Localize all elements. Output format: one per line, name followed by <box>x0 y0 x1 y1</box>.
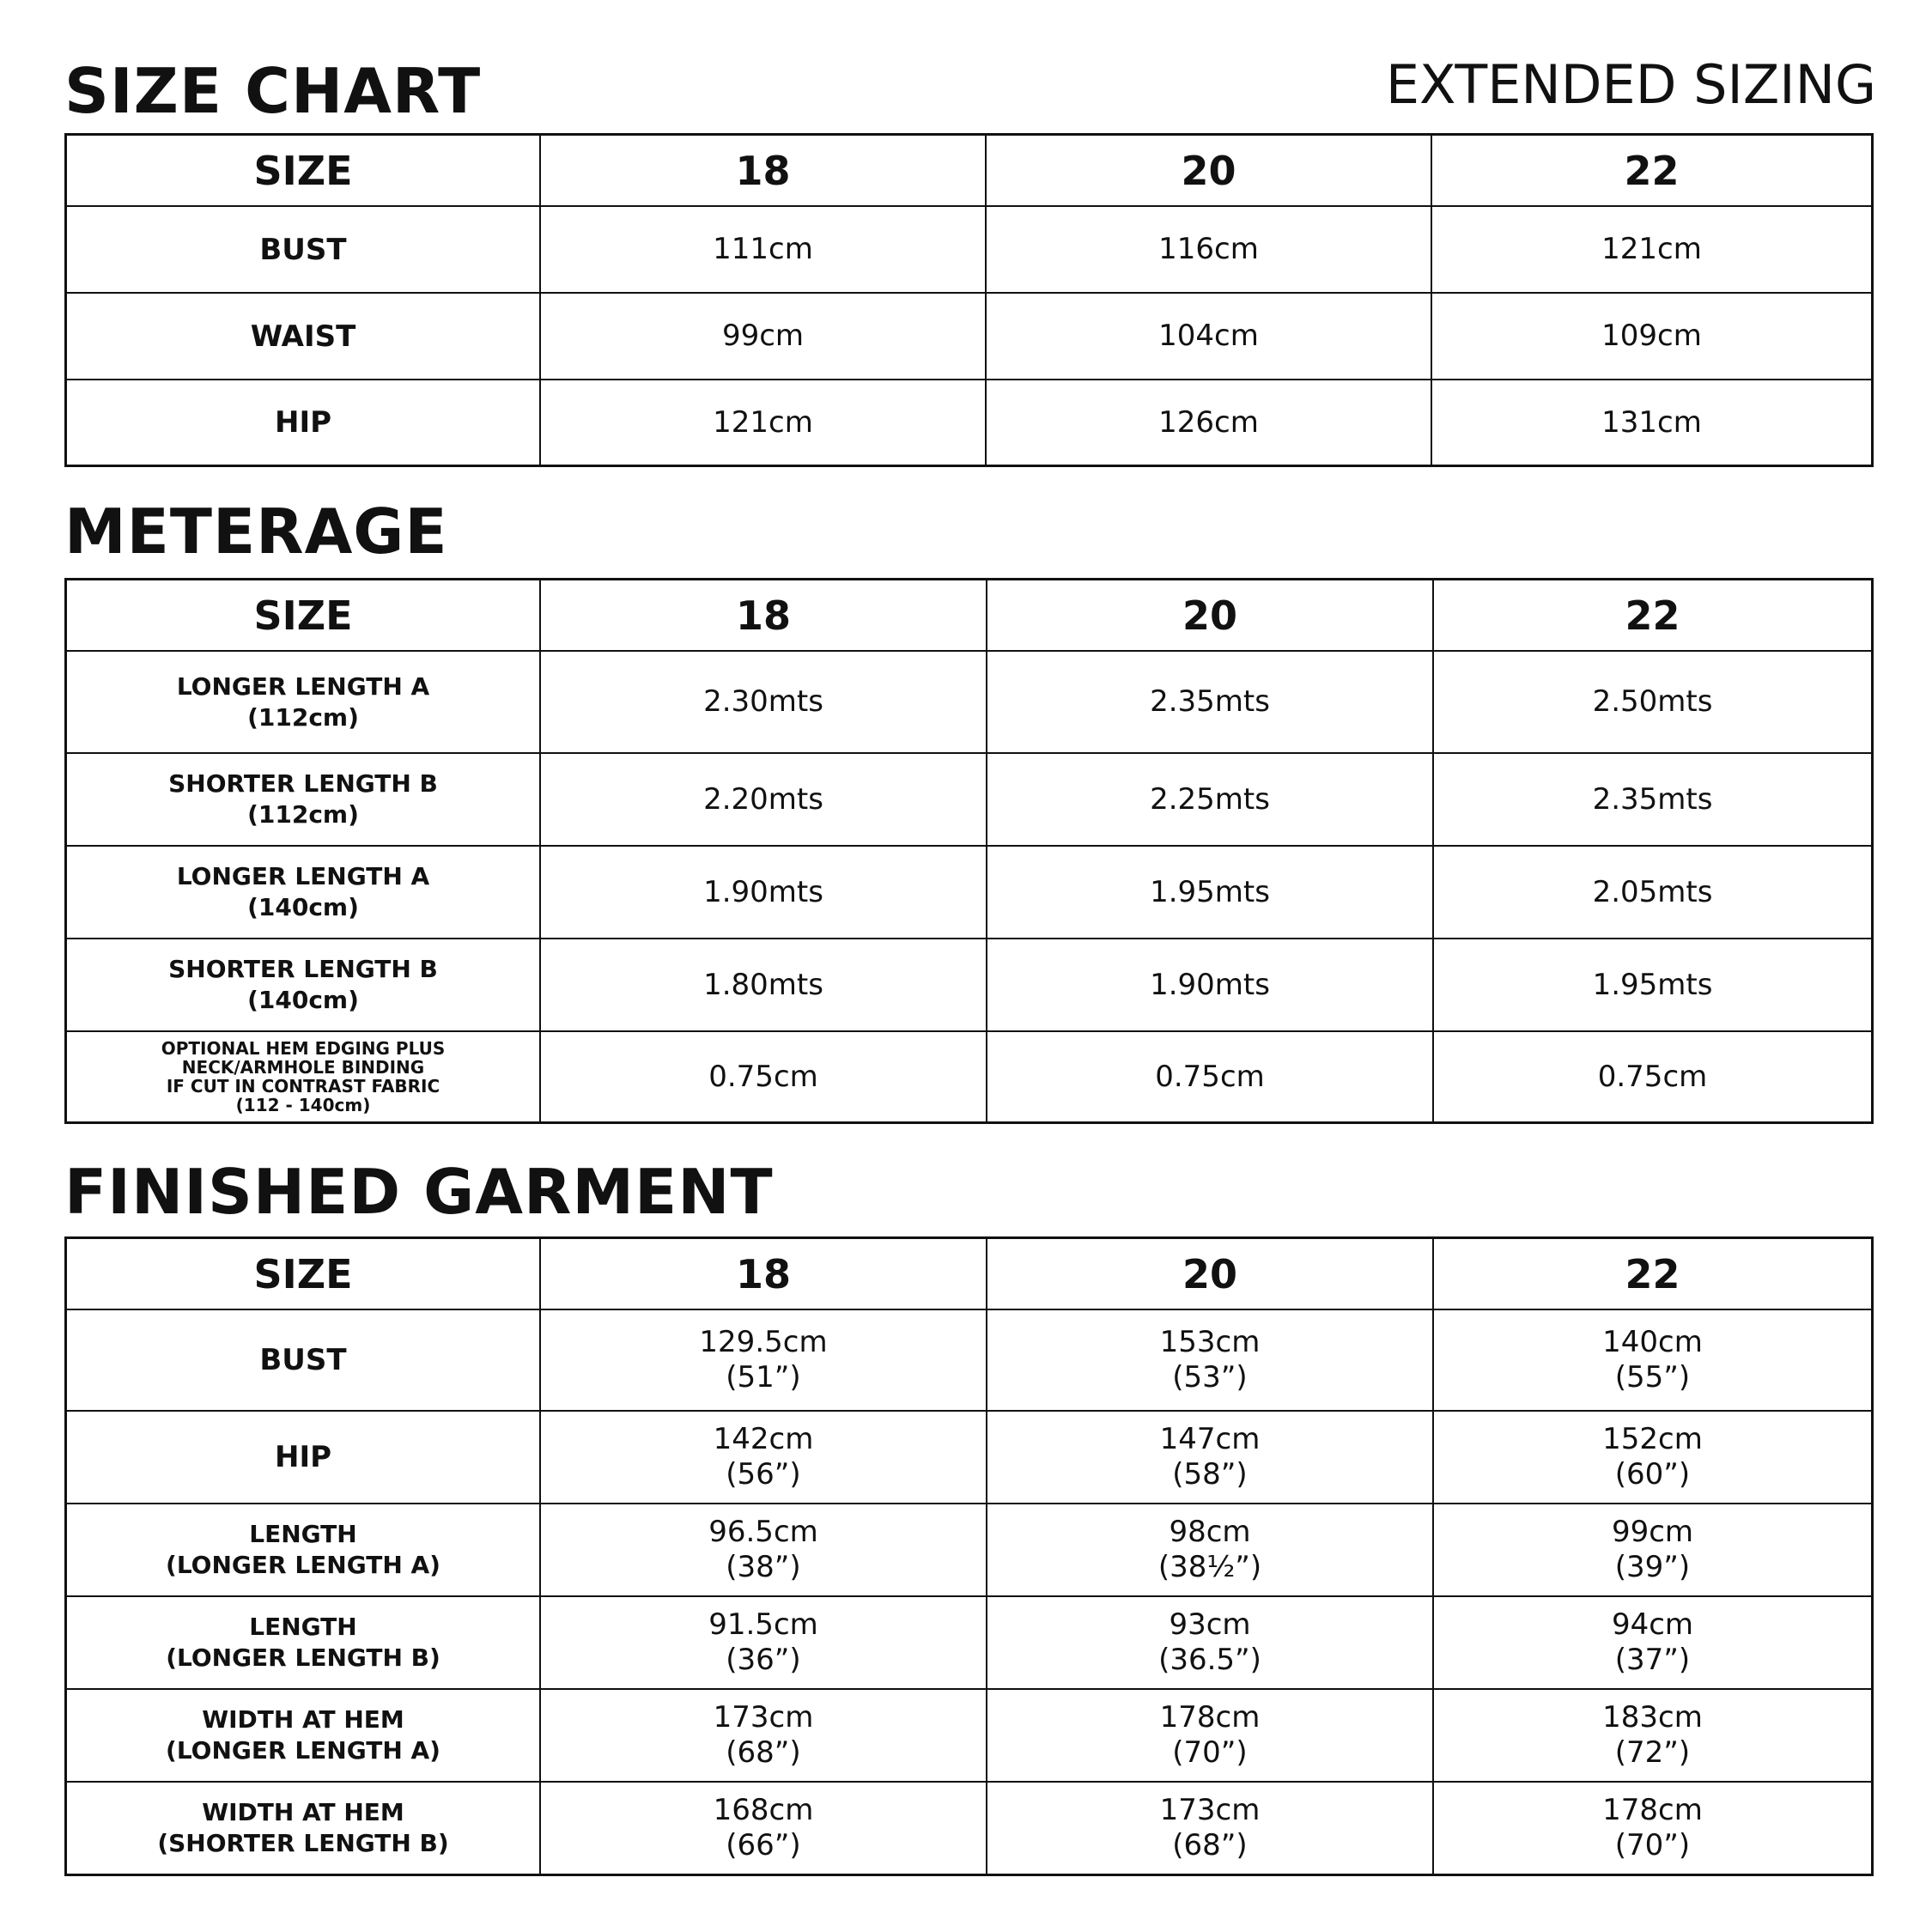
cell-subtext: (36.5”) <box>1158 1643 1261 1677</box>
row-label <box>67 1412 541 1504</box>
table-cell <box>1434 754 1871 847</box>
cell-text: 109cm <box>1601 319 1702 354</box>
cell-text: 2.35mts <box>1592 781 1713 817</box>
table-cell <box>541 1310 987 1412</box>
cell-subtext: (112cm) <box>247 800 359 829</box>
cell-text: LONGER LENGTH A <box>176 671 430 701</box>
cell-subtext: (36”) <box>726 1643 801 1677</box>
row-label <box>67 652 541 754</box>
column-header-size-18: 18 <box>541 136 987 207</box>
cell-subtext: (68”) <box>726 1735 801 1770</box>
cell-subtext: (SHORTER LENGTH B) <box>157 1829 449 1857</box>
cell-text: 131cm <box>1601 404 1702 440</box>
table-cell <box>541 207 987 294</box>
cell-subtext: (53”) <box>1172 1360 1248 1394</box>
table-cell <box>1434 1783 1871 1874</box>
cell-text: LONGER LENGTH A <box>176 862 430 891</box>
cell-subtext: (LONGER LENGTH A) <box>166 1551 440 1579</box>
cell-text: 116cm <box>1158 232 1259 267</box>
cell-text: 0.75cm <box>1597 1059 1708 1094</box>
meterage-table <box>64 578 1874 1124</box>
table-cell <box>987 1032 1434 1121</box>
cell-subtext: (72”) <box>1614 1735 1691 1770</box>
cell-subtext: (51”) <box>726 1360 801 1394</box>
cell-text: 93cm <box>1169 1607 1251 1643</box>
column-header-size-22: 22 <box>1434 1239 1871 1310</box>
cell-subtext: (70”) <box>1614 1828 1691 1862</box>
table-cell <box>1432 380 1871 465</box>
cell-text: WIDTH AT HEM <box>202 1798 404 1827</box>
cell-text: 2.30mts <box>703 684 823 720</box>
column-header-size-20: 20 <box>987 1239 1434 1310</box>
cell-subtext: (37”) <box>1614 1643 1691 1677</box>
table-cell <box>1434 1032 1871 1121</box>
cell-text: 173cm <box>1159 1793 1261 1828</box>
cell-subtext: NECK/ARMHOLE BINDING <box>181 1057 425 1078</box>
cell-text: 98cm <box>1169 1515 1251 1550</box>
table-cell <box>541 294 987 380</box>
column-header-size-22: 22 <box>1432 136 1871 207</box>
cell-text: 140cm <box>1602 1325 1703 1360</box>
table-cell <box>541 939 987 1032</box>
cell-text: 2.35mts <box>1150 684 1270 720</box>
cell-text: 1.95mts <box>1592 967 1713 1002</box>
table-cell <box>987 1690 1434 1783</box>
cell-text: LENGTH <box>249 1613 357 1642</box>
table-cell <box>1434 939 1871 1032</box>
table-cell <box>1434 847 1871 939</box>
cell-text: 96.5cm <box>708 1515 818 1550</box>
column-header-size-18: 18 <box>541 1239 987 1310</box>
row-label <box>67 207 541 294</box>
table-cell <box>987 207 1432 294</box>
table-cell <box>1434 1310 1871 1412</box>
cell-subtext: IF CUT IN CONTRAST FABRIC <box>166 1076 440 1097</box>
cell-text: HIP <box>274 1440 332 1474</box>
row-label <box>67 1032 541 1121</box>
cell-text: 1.80mts <box>703 967 823 1002</box>
table-cell <box>541 1783 987 1874</box>
table-cell <box>987 1504 1434 1597</box>
cell-text: 121cm <box>713 404 813 440</box>
cell-text: 2.05mts <box>1592 874 1713 909</box>
cell-text: OPTIONAL HEM EDGING PLUS <box>161 1038 446 1059</box>
cell-text: SHORTER LENGTH B <box>168 769 438 799</box>
cell-subtext: (LONGER LENGTH A) <box>166 1736 440 1765</box>
row-label <box>67 1690 541 1783</box>
table-cell <box>987 294 1432 380</box>
column-header-size-22: 22 <box>1434 580 1871 652</box>
table-cell <box>1434 1504 1871 1597</box>
cell-subtext: (60”) <box>1614 1457 1691 1492</box>
cell-subtext: (140cm) <box>247 986 359 1014</box>
cell-text: WIDTH AT HEM <box>202 1705 404 1735</box>
column-header-size-18: 18 <box>541 580 987 652</box>
cell-text: 178cm <box>1159 1700 1261 1735</box>
cell-text: 0.75cm <box>708 1059 818 1094</box>
cell-text: 168cm <box>713 1793 814 1828</box>
table-cell <box>987 754 1434 847</box>
cell-text: 99cm <box>1611 1515 1694 1550</box>
table-cell <box>541 1504 987 1597</box>
table-cell <box>987 939 1434 1032</box>
cell-text: 1.95mts <box>1150 874 1270 909</box>
cell-text: 173cm <box>713 1700 814 1735</box>
table-cell <box>1434 652 1871 754</box>
table-cell <box>541 1597 987 1690</box>
table-cell <box>987 1310 1434 1412</box>
cell-subtext: (112cm) <box>247 702 359 732</box>
column-header-size: SIZE <box>67 580 541 652</box>
cell-text: 99cm <box>721 319 805 354</box>
row-label <box>67 380 541 465</box>
table-cell <box>987 1412 1434 1504</box>
cell-subtext: (39”) <box>1614 1550 1691 1584</box>
cell-text: 1.90mts <box>1150 967 1270 1002</box>
cell-text: LENGTH <box>249 1520 357 1549</box>
cell-text: BUST <box>259 232 347 267</box>
table-cell <box>541 652 987 754</box>
cell-text: 1.90mts <box>703 874 823 909</box>
cell-text: 0.75cm <box>1155 1059 1265 1094</box>
meterage-title: METERAGE <box>64 495 448 568</box>
finished-garment-table <box>64 1236 1874 1876</box>
cell-subtext: (140cm) <box>247 893 359 921</box>
cell-subtext: (68”) <box>1172 1828 1248 1862</box>
cell-text: SHORTER LENGTH B <box>168 955 438 984</box>
cell-text: HIP <box>274 405 332 440</box>
column-header-size-20: 20 <box>987 136 1432 207</box>
cell-subtext: (112 - 140cm) <box>235 1095 371 1115</box>
page-title: SIZE CHART <box>64 55 482 127</box>
cell-text: BUST <box>259 1343 347 1377</box>
table-cell <box>1434 1690 1871 1783</box>
cell-text: 2.25mts <box>1150 781 1270 817</box>
cell-subtext: (55”) <box>1614 1360 1691 1394</box>
cell-text: 153cm <box>1159 1325 1261 1360</box>
table-cell <box>987 380 1432 465</box>
table-cell <box>1432 294 1871 380</box>
cell-text: 152cm <box>1602 1422 1703 1457</box>
cell-text: 2.50mts <box>1592 684 1713 720</box>
page-subtitle: EXTENDED SIZING <box>1385 53 1876 116</box>
table-cell <box>541 1412 987 1504</box>
finished-garment-title: FINISHED GARMENT <box>64 1156 774 1228</box>
cell-subtext: (38½”) <box>1157 1550 1262 1584</box>
cell-subtext: (58”) <box>1172 1457 1248 1492</box>
cell-subtext: (70”) <box>1172 1735 1248 1770</box>
row-label <box>67 1310 541 1412</box>
cell-subtext: (38”) <box>726 1550 801 1584</box>
cell-text: 178cm <box>1602 1793 1703 1828</box>
row-label <box>67 294 541 380</box>
cell-text: 183cm <box>1602 1700 1703 1735</box>
cell-text: 142cm <box>713 1422 814 1457</box>
table-cell <box>541 754 987 847</box>
table-cell <box>541 1690 987 1783</box>
cell-subtext: (56”) <box>726 1457 801 1492</box>
row-label <box>67 1783 541 1874</box>
table-cell <box>541 847 987 939</box>
cell-text: 91.5cm <box>708 1607 818 1643</box>
cell-subtext: (66”) <box>726 1828 801 1862</box>
column-header-size: SIZE <box>67 1239 541 1310</box>
row-label <box>67 1504 541 1597</box>
cell-text: 2.20mts <box>703 781 823 817</box>
cell-text: 94cm <box>1611 1607 1694 1643</box>
cell-text: WAIST <box>250 319 356 354</box>
cell-text: 147cm <box>1159 1422 1261 1457</box>
table-cell <box>541 380 987 465</box>
table-cell <box>541 1032 987 1121</box>
size-chart-table <box>64 133 1874 467</box>
table-cell <box>1434 1597 1871 1690</box>
column-header-size-20: 20 <box>987 580 1434 652</box>
table-cell <box>987 847 1434 939</box>
column-header-size: SIZE <box>67 136 541 207</box>
row-label <box>67 939 541 1032</box>
cell-text: 111cm <box>713 232 813 267</box>
table-cell <box>987 1783 1434 1874</box>
table-cell <box>1432 207 1871 294</box>
table-cell <box>987 652 1434 754</box>
row-label <box>67 1597 541 1690</box>
cell-text: 104cm <box>1158 319 1259 354</box>
table-cell <box>987 1597 1434 1690</box>
cell-text: 126cm <box>1158 404 1259 440</box>
row-label <box>67 754 541 847</box>
cell-text: 121cm <box>1601 232 1702 267</box>
row-label <box>67 847 541 939</box>
table-cell <box>1434 1412 1871 1504</box>
cell-subtext: (LONGER LENGTH B) <box>166 1643 440 1672</box>
cell-text: 129.5cm <box>699 1325 828 1360</box>
